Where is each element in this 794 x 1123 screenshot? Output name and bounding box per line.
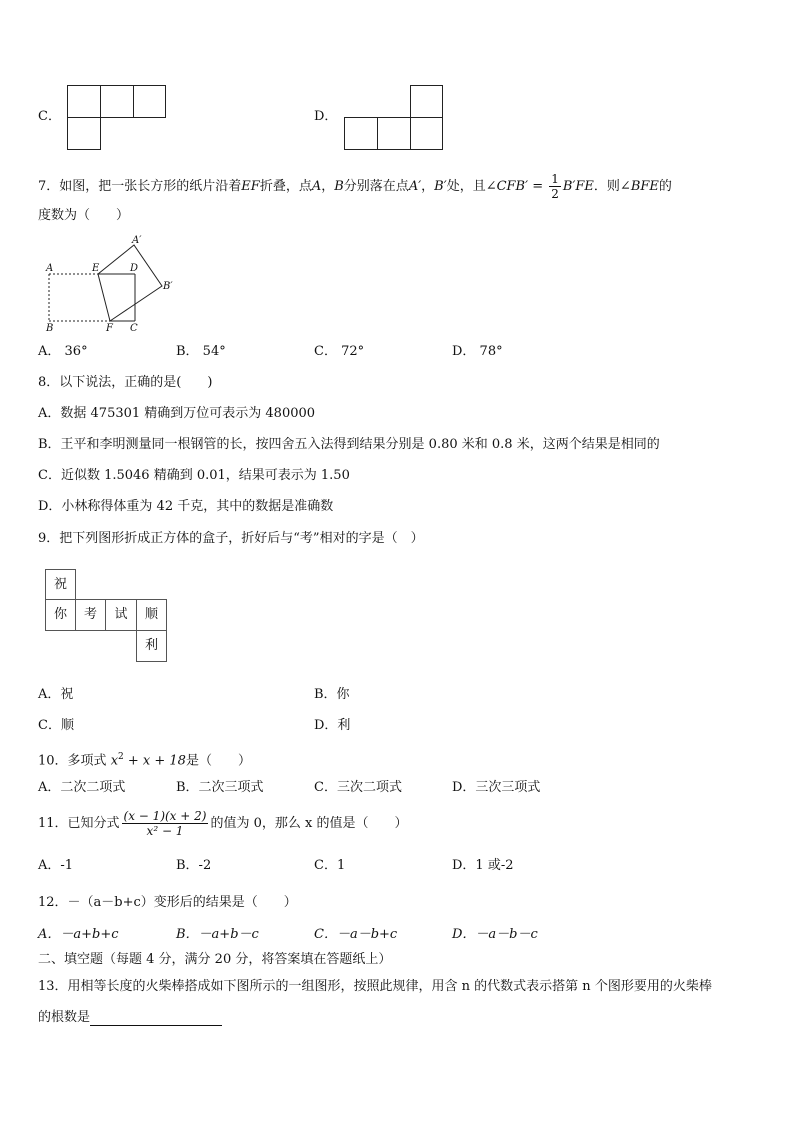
q9-option-b[interactable]: B．你 [314, 687, 350, 702]
q9-option-d[interactable]: D．利 [314, 718, 351, 733]
q7-option-d[interactable]: D． 78° [452, 344, 503, 359]
q12-option-d[interactable]: D．－a－b－c [452, 927, 538, 942]
q10-option-b[interactable]: B．二次三项式 [176, 780, 264, 795]
q9-cell-zhu: 祝 [45, 569, 76, 600]
q11-stem: 11．已知分式 $\frac{(x - 1)(x + 2)}{\text{x² − 1}}$ 的值为 0，那么 x 的值是（ ） [38, 809, 408, 838]
q9-option-c[interactable]: C．顺 [38, 718, 74, 733]
q6-option-d-label[interactable]: D． [314, 109, 338, 124]
q13-stem-line2: 的根数是 [38, 1010, 222, 1026]
q7-option-a[interactable]: A． 36° [38, 344, 88, 359]
q9-cell-kao: 考 [75, 599, 106, 631]
q13-stem-line1: 13．用相等长度的火柴棒搭成如下图所示的一组图形，按照此规律，用含 n 的代数式表示搭第 n 个图形要用的火柴棒 [38, 979, 712, 994]
q7-stem-line1: 7．如图，把一张长方形的纸片沿着EF折叠，点A，B分别落在点A′，B′处，且∠CFB′ = $\frac{1}{2}$ B′FE．则∠BFE的 [38, 172, 672, 201]
q8-option-d[interactable]: D．小林称得体重为 42 千克，其中的数据是准确数 [38, 499, 334, 514]
q7-fig-label-e: E [92, 263, 100, 274]
q7-fig-label-a: A [46, 263, 54, 274]
q9-option-a[interactable]: A．祝 [38, 687, 74, 702]
q11-option-c[interactable]: C．1 [314, 858, 346, 873]
q12-stem: 12．－（a－b+c）变形后的结果是（ ） [38, 895, 297, 910]
q9-cell-shun: 顺 [136, 599, 167, 631]
q7-fig-label-c: C [130, 323, 138, 334]
q12-option-b[interactable]: B．－a+b－c [176, 927, 259, 942]
q7-fraction: $\frac{1}{2}$ [551, 172, 559, 201]
q7-fig-label-f: F [106, 323, 113, 334]
section-fill-in-heading: 二、填空题（每题 4 分，满分 20 分，将答案填在答题纸上） [38, 952, 392, 967]
q7-fig-label-a-prime: A′ [132, 235, 142, 246]
q11-fraction: $\frac{(x - 1)(x + 2)}{\text{x² − 1}}$ [123, 809, 207, 838]
q9-cell-li: 利 [136, 630, 167, 662]
q11-option-b[interactable]: B．-2 [176, 858, 212, 873]
q11-option-a[interactable]: A．-1 [38, 858, 74, 873]
q7-fig-label-b-prime: B′ [163, 281, 173, 292]
q8-stem: 8．以下说法，正确的是( ) [38, 375, 213, 390]
q8-option-b[interactable]: B．王平和李明测量同一根钢管的长，按四舍五入法得到结果分别是 0.80 米和 0.8 米，这两个结果是相同的 [38, 437, 660, 452]
q10-option-a[interactable]: A．二次二项式 [38, 780, 126, 795]
q10-option-c[interactable]: C．三次二项式 [314, 780, 402, 795]
q10-stem: 10．多项式 $x^2 + x + 18$是（ ） [38, 752, 251, 769]
q13-answer-blank[interactable] [90, 1011, 222, 1026]
q6-option-c-label[interactable]: C． [38, 109, 61, 124]
q9-cell-ni: 你 [45, 599, 76, 631]
q7-stem-line2: 度数为（ ） [38, 208, 130, 223]
q11-option-d[interactable]: D．1 或-2 [452, 858, 514, 873]
q12-option-a[interactable]: A．－a+b+c [38, 927, 119, 942]
q9-stem: 9．把下列图形折成正方体的盒子，折好后与“考”相对的字是（ ） [38, 531, 424, 546]
q7-fig-label-d: D [130, 263, 139, 274]
q12-option-c[interactable]: C．－a－b+c [314, 927, 398, 942]
q10-option-d[interactable]: D．三次三项式 [452, 780, 541, 795]
q9-cell-shi: 试 [105, 599, 137, 631]
q8-option-a[interactable]: A．数据 475301 精确到万位可表示为 480000 [38, 406, 316, 421]
q7-fig-label-b: B [46, 323, 54, 334]
q7-folding-figure [40, 232, 190, 336]
q8-option-c[interactable]: C．近似数 1.5046 精确到 0.01，结果可表示为 1.50 [38, 468, 350, 483]
q7-option-c[interactable]: C． 72° [314, 344, 365, 359]
q7-option-b[interactable]: B． 54° [176, 344, 226, 359]
